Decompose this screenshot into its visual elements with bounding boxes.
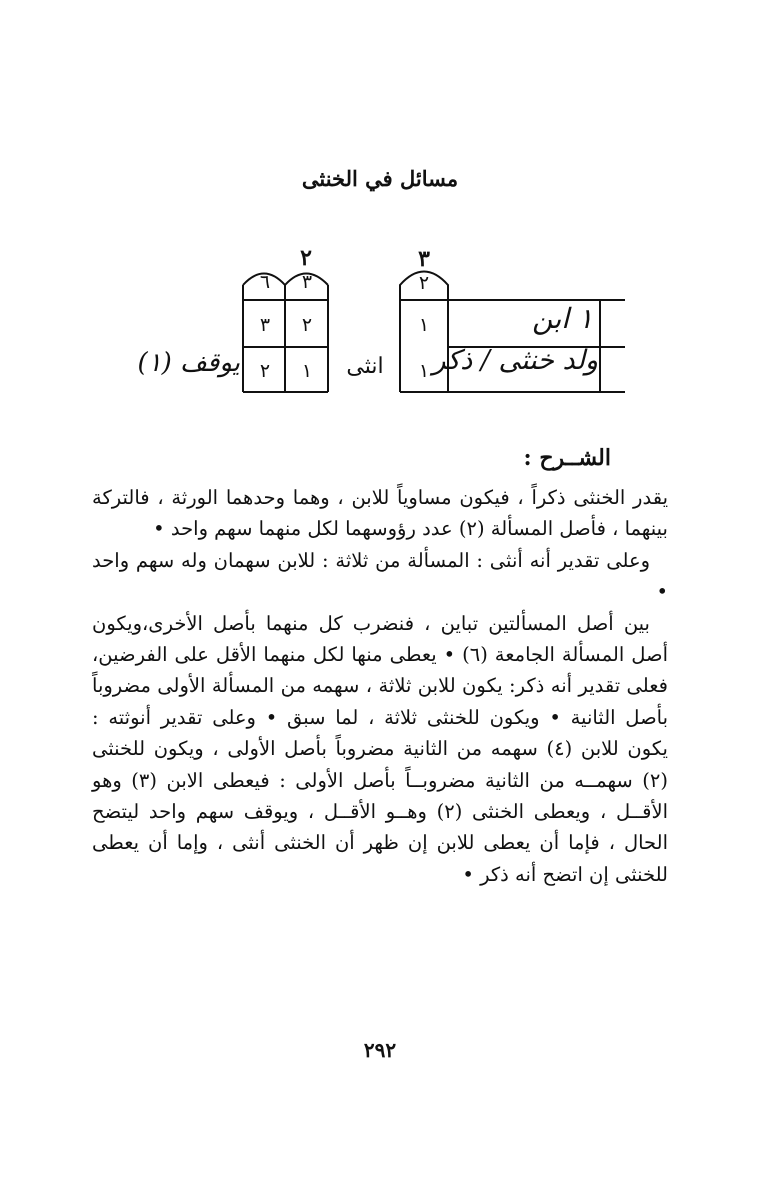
female-assumption-label: انثى xyxy=(346,354,384,379)
row2-share-a: ٢ xyxy=(259,360,271,382)
female-col-b-top: ٣ xyxy=(301,271,313,293)
paragraph: يقدر الخنثى ذكراً ، فيكون مساوياً للابن ، وهما وحدهما الورثة ، فالتركة بينهما ، فأصل المسألة (٢) عدد رؤوسهما لكل منهما سهم واحد • xyxy=(92,486,668,541)
row1-share-a: ٣ xyxy=(259,314,271,336)
row1-share: ١ xyxy=(418,314,430,336)
page-number: ٢٩٢ xyxy=(363,1038,397,1062)
heirs-column-sub: ٢ xyxy=(418,272,430,294)
female-column-head: ٢ xyxy=(300,245,312,271)
row2-share: ١ xyxy=(418,360,430,382)
suspended-share: يوقف (١) xyxy=(137,348,240,378)
page-title: مسائل في الخنثى xyxy=(301,166,459,191)
heir-son: ١ ابن xyxy=(532,302,593,335)
row1-share-b: ٢ xyxy=(301,314,313,336)
commentary-heading: الشــرح : xyxy=(523,445,611,471)
commentary-body xyxy=(92,482,668,890)
paragraph: بين أصل المسألتين تباين ، فنضرب كل منهما بأصل الأخرى،ويكون أصل المسألة الجامعة (٦) • يعطى منها لكل منهما الأقل على الفرضين، فعلى تقدير أنه ذكر: يكون للابن ثلاثة ، سهمه من المسألة الأولى مضروباً بأصل الثانية • ويكون للخنثى ثلاثة ، لما سبق • وعلى تقدير أنوثته : يكون للابن (٤) سهمه من الثانية مضروباً بأصل الأولى ، ويكون للخنثى (٢) سهمــه من الثانية مضروبــاً بأصل الأولى : فيعطى الابن (٣) وهو الأقــل ، ويعطى الخنثى (٢) وهــو الأقــل ، ويوقف سهم واحد ليتضح الحال ، فإما أن يعطى للابن إن ظهر أن الخنثى أنثى ، وإما أن يعطى للخنثى إن اتضح أنه ذكر • xyxy=(92,611,669,886)
heir-hermaphrodite: ولد خنثى / ذكر xyxy=(432,345,598,376)
paragraph: وعلى تقدير أنه أنثى : المسألة من ثلاثة : للابن سهمان وله سهم واحد • xyxy=(92,548,668,604)
female-col-a-top: ٦ xyxy=(259,271,271,293)
row2-share-b: ١ xyxy=(301,360,313,382)
heirs-column-head: ٣ xyxy=(418,246,430,272)
